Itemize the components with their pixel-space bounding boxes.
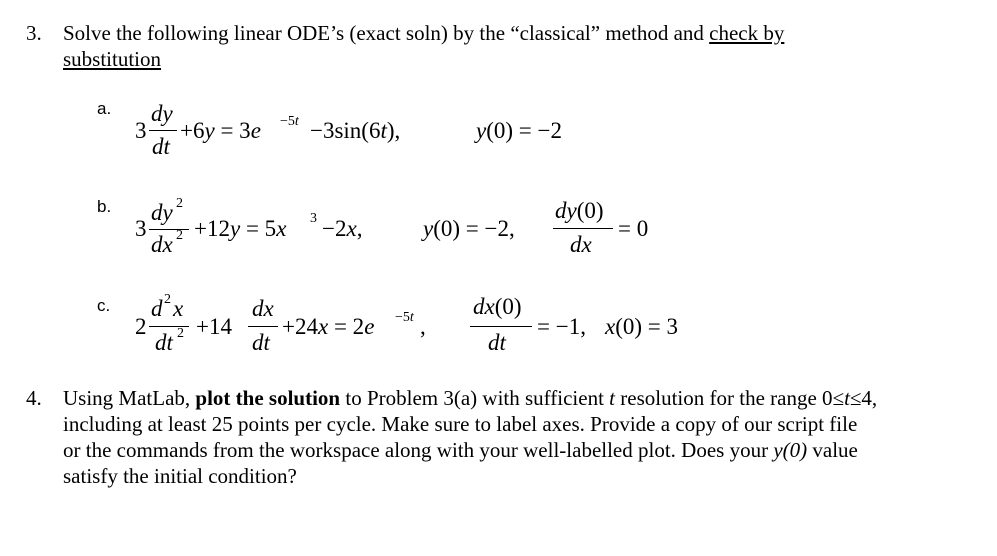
problem-3-line2: substitution bbox=[63, 47, 162, 71]
problem-3-text: Solve the following linear ODE’s (exact soln) by the “classical” method and bbox=[63, 21, 710, 45]
problem-3-line1 bbox=[63, 20, 784, 46]
problem-3-number: 3. bbox=[26, 21, 42, 45]
problem-4-line4: satisfy the initial condition? bbox=[63, 464, 297, 488]
part-b-label: b. bbox=[97, 197, 112, 216]
problem-4-line3: or the commands from the workspace along with your well-labelled plot. Does your y(0) value bbox=[63, 438, 858, 462]
equation-a: 3 dy dt +6y = 3e −5t −3sin(6t), y(0) = −2 bbox=[135, 101, 562, 159]
problem-4-number: 4. bbox=[26, 386, 42, 410]
part-a-label: a. bbox=[97, 99, 112, 118]
equation-b: 3 dy 2 dx 2 +12y = 5x 3 −2x, y(0) = −2, dy(0) dx = 0 bbox=[135, 196, 649, 257]
equation-c: 2 d 2 x dt 2 +14 dx dt +24x = 2e −5t , dx(0) dt = −1, x(0) = 3 bbox=[135, 292, 679, 355]
problem-4-line2: including at least 25 points per cycle. Make sure to label axes. Provide a copy of our script file bbox=[63, 412, 858, 436]
problem-4-line1: Using MatLab, plot the solution to Problem 3(a) with sufficient t resolution for the range 0≤t≤4, bbox=[63, 386, 878, 410]
part-c-label: c. bbox=[97, 296, 111, 315]
problem-3-underlined: check by bbox=[709, 21, 785, 45]
